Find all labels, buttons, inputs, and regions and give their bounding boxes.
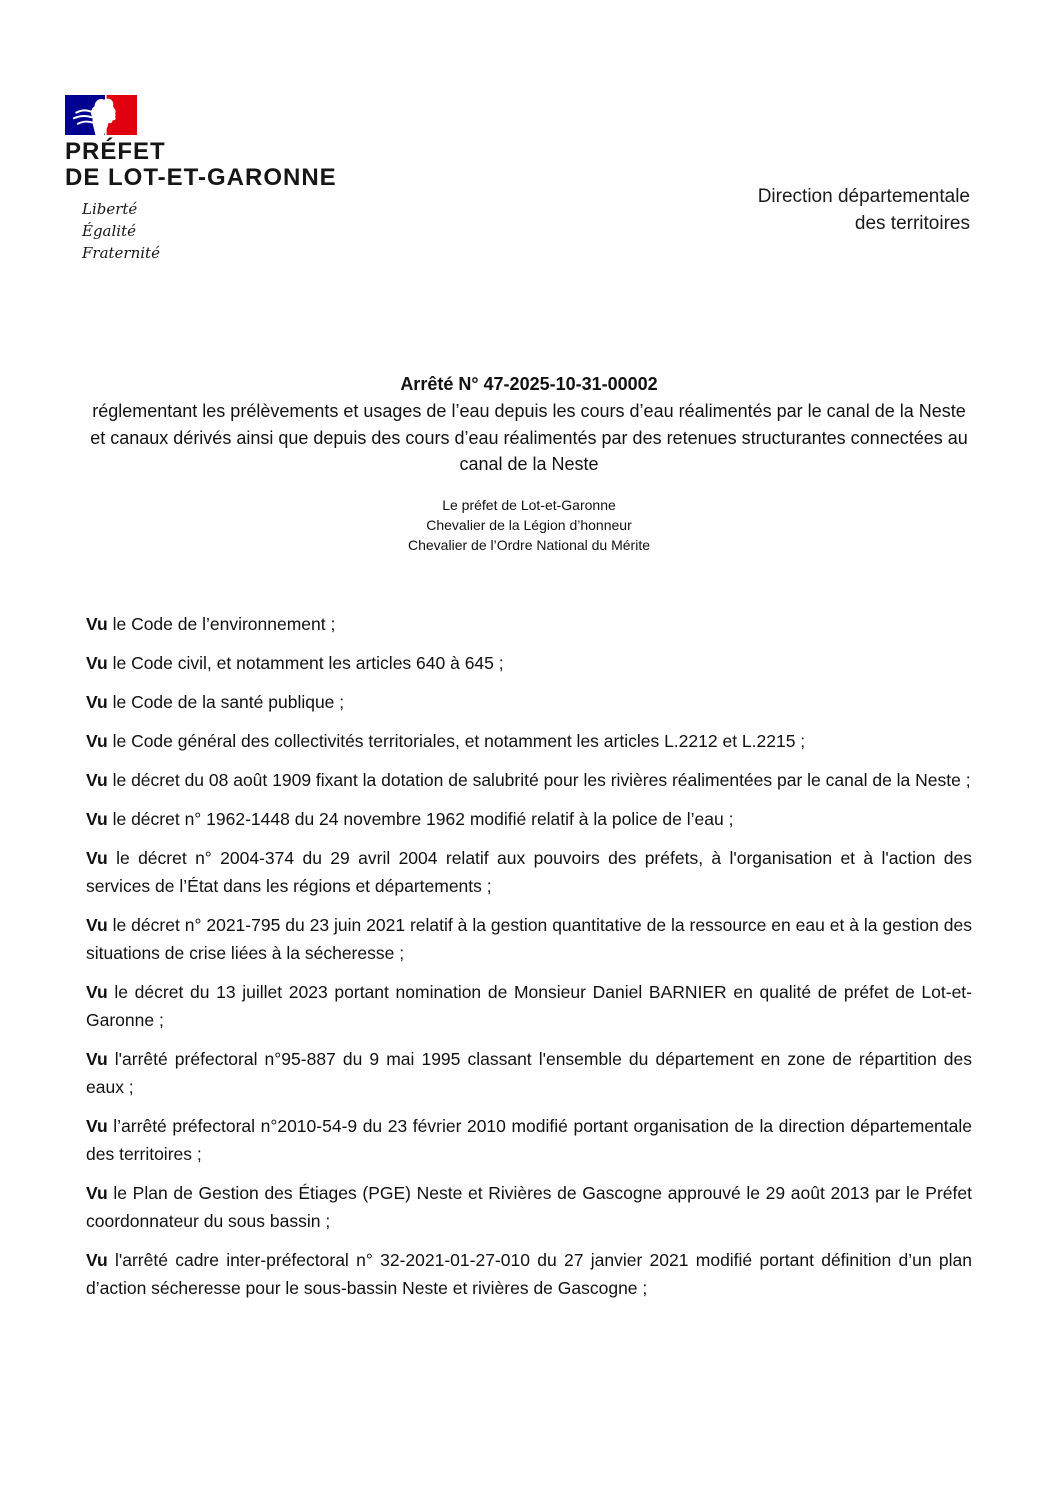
visa-lead: Vu xyxy=(86,653,108,673)
visa-lead: Vu xyxy=(86,614,108,634)
visa-lead: Vu xyxy=(86,809,108,829)
visa-paragraph xyxy=(86,1246,972,1302)
visa-paragraph xyxy=(86,610,972,638)
visa-paragraph xyxy=(86,911,972,967)
visa-lead: Vu xyxy=(86,1250,108,1270)
visa-paragraph xyxy=(86,844,972,900)
visa-text: le décret du 13 juillet 2023 portant nomination de Monsieur Daniel BARNIER en qualité de préfet de Lot-et-Garonne ; xyxy=(86,982,972,1030)
visa-paragraph xyxy=(86,1112,972,1168)
institution-line1: PRÉFET xyxy=(65,138,166,165)
visa-text: l'arrêté préfectoral n°95-887 du 9 mai 1995 classant l'ensemble du département en zone de répartition des eaux ; xyxy=(86,1049,972,1097)
issuer-line3: Chevalier de l’Ordre National du Mérite xyxy=(408,536,650,553)
visa-text: le Plan de Gestion des Étiages (PGE) Neste et Rivières de Gascogne approuvé le 29 août 2013 par le Préfet coordonnateur du sous bassin ; xyxy=(86,1183,972,1231)
visa-paragraph xyxy=(86,649,972,677)
issuer-line1: Le préfet de Lot-et-Garonne xyxy=(442,496,616,513)
visa-lead: Vu xyxy=(86,1116,108,1136)
service-line2: des territoires xyxy=(854,213,970,234)
visa-text: le décret n° 1962-1448 du 24 novembre 1962 modifié relatif à la police de l’eau ; xyxy=(107,809,734,829)
issuing-service xyxy=(758,183,970,237)
republic-motto xyxy=(65,198,425,264)
institution-name xyxy=(65,139,425,191)
visa-lead: Vu xyxy=(86,848,108,868)
issuer-line2: Chevalier de la Légion d’honneur xyxy=(426,516,632,533)
visa-lead: Vu xyxy=(86,915,108,935)
motto-liberte: Liberté xyxy=(82,200,138,218)
visa-lead: Vu xyxy=(86,1049,108,1069)
visa-text: le Code de l’environnement ; xyxy=(107,614,336,634)
visa-lead: Vu xyxy=(86,770,108,790)
visa-text: l'arrêté cadre inter-préfectoral n° 32-2021-01-27-010 du 27 janvier 2021 modifié portant définition d’un plan d’action sécheresse pour le sous-bassin Neste et rivières de Gascogne ; xyxy=(86,1250,972,1298)
decree-title: Arrêté N° 47-2025-10-31-00002 xyxy=(400,374,658,394)
visa-list xyxy=(86,610,972,1313)
service-line1: Direction départementale xyxy=(757,186,970,207)
marianne-logo xyxy=(65,95,425,264)
visa-text: le décret n° 2021-795 du 23 juin 2021 relatif à la gestion quantitative de la ressource en eau et à la gestion des situations de crise liées à la sécheresse ; xyxy=(86,915,972,963)
institution-line2: DE LOT-ET-GARONNE xyxy=(65,164,337,191)
visa-text: le Code général des collectivités territoriales, et notamment les articles L.2212 et L.2215 ; xyxy=(107,731,806,751)
visa-paragraph xyxy=(86,688,972,716)
visa-lead: Vu xyxy=(86,731,108,751)
visa-lead: Vu xyxy=(86,692,108,712)
visa-paragraph xyxy=(86,727,972,755)
visa-paragraph xyxy=(86,766,972,794)
visa-text: l’arrêté préfectoral n°2010-54-9 du 23 février 2010 modifié portant organisation de la direction départementale des territoires ; xyxy=(86,1116,972,1164)
decree-title-block xyxy=(0,371,1058,555)
visa-paragraph xyxy=(86,1179,972,1235)
visa-paragraph xyxy=(86,1045,972,1101)
visa-lead: Vu xyxy=(86,982,108,1002)
visa-paragraph xyxy=(86,978,972,1034)
motto-egalite: Égalité xyxy=(82,222,136,240)
french-flag-marianne-icon xyxy=(65,95,137,135)
decree-subtitle: réglementant les prélèvements et usages de l’eau depuis les cours d’eau réalimentés par le canal de la Neste et canaux dérivés ainsi que depuis des cours d’eau réalimentés par des retenues structurantes connectées au canal de la Neste xyxy=(90,401,968,474)
visa-paragraph xyxy=(86,805,972,833)
visa-text: le Code de la santé publique ; xyxy=(107,692,345,712)
visa-text: le décret n° 2004-374 du 29 avril 2004 relatif aux pouvoirs des préfets, à l'organisation et à l'action des services de l’État dans les régions et départements ; xyxy=(86,848,972,896)
visa-text: le décret du 08 août 1909 fixant la dotation de salubrité pour les rivières réalimentées par le canal de la Neste ; xyxy=(107,770,971,790)
visa-lead: Vu xyxy=(86,1183,108,1203)
visa-text: le Code civil, et notamment les articles 640 à 645 ; xyxy=(107,653,504,673)
issuer-block xyxy=(0,495,1058,555)
motto-fraternite: Fraternité xyxy=(82,244,160,262)
